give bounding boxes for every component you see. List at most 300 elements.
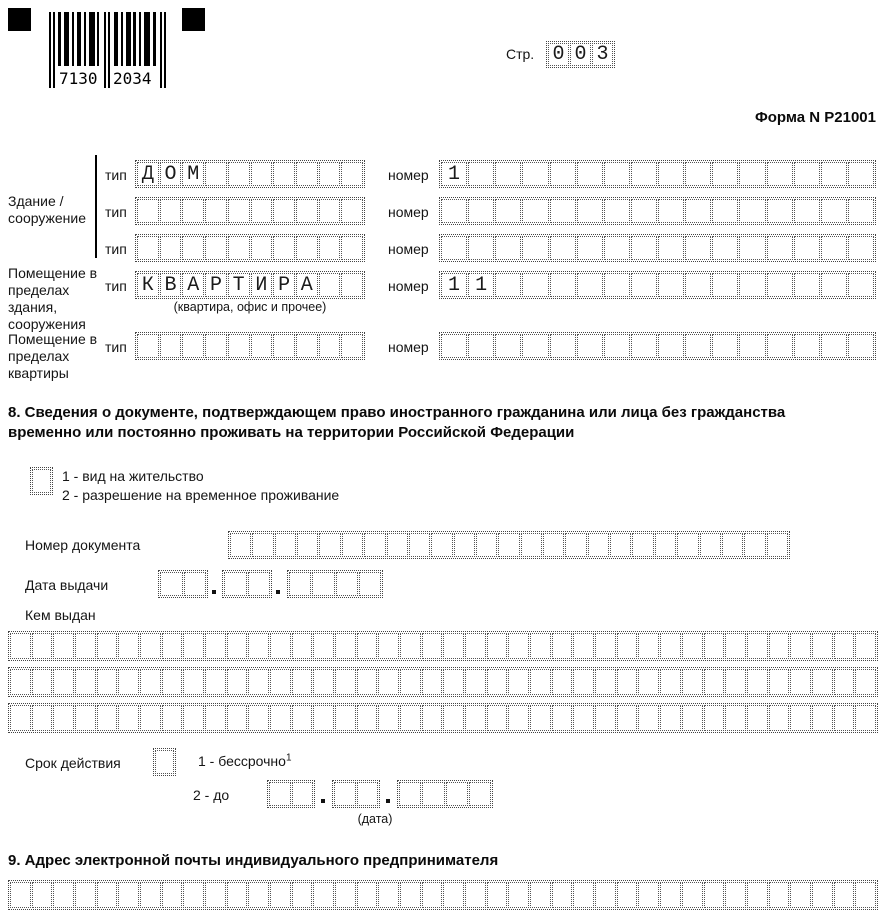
char-cell (378, 882, 399, 908)
building-number-field-2[interactable] (439, 197, 876, 225)
char-cell (10, 669, 31, 695)
char-cell (821, 162, 847, 186)
tip-label-2: тип (105, 204, 127, 220)
char-cell (522, 162, 548, 186)
date-separator-dot (386, 799, 390, 803)
char-cell (638, 705, 659, 731)
building-type-field-2[interactable] (135, 197, 365, 225)
char-cell (767, 236, 793, 260)
char-cell (610, 533, 631, 557)
premises-type-field[interactable] (135, 271, 365, 299)
char-cell (443, 882, 464, 908)
validity-option-1: 1 - бессрочно$^1$ (198, 752, 292, 769)
char-cell (155, 750, 174, 774)
char-cell (162, 669, 183, 695)
char-cell (319, 334, 341, 358)
char-cell (812, 633, 833, 659)
char-cell (631, 199, 657, 223)
apartment-premises-type-field[interactable] (135, 332, 365, 360)
char-cell (313, 633, 334, 659)
char-cell (357, 882, 378, 908)
char-cell (712, 162, 738, 186)
validity-date-year-field[interactable] (397, 780, 493, 808)
char-cell (660, 705, 681, 731)
char-cell (205, 633, 226, 659)
email-field-row[interactable] (8, 880, 878, 910)
char-cell (319, 533, 340, 557)
char-cell (522, 334, 548, 358)
char-cell (682, 882, 703, 908)
issue-date-month-field[interactable] (222, 570, 272, 598)
section-8-title: 8. Сведения о документе, подтверждающем право иностранного гражданина или лица без гражданства временно или постоянно проживать на территории Российской Федерации (8, 404, 786, 441)
char-cell (725, 705, 746, 731)
char-cell (137, 334, 159, 358)
char-cell (604, 334, 630, 358)
char-cell (32, 633, 53, 659)
char-cell (454, 533, 475, 557)
char-cell (184, 572, 207, 596)
char-cell (550, 199, 576, 223)
char-cell (334, 782, 356, 806)
issue-date-year-field[interactable] (287, 570, 383, 598)
char-cell (252, 533, 273, 557)
char-cell (296, 199, 318, 223)
char-cell (335, 669, 356, 695)
char-cell (769, 705, 790, 731)
char-cell (441, 334, 467, 358)
premises-number-field[interactable] (439, 271, 876, 299)
char-cell (465, 705, 486, 731)
char-cell (75, 705, 96, 731)
char-cell (530, 882, 551, 908)
apartment-premises-number-field[interactable] (439, 332, 876, 360)
char-cell (422, 633, 443, 659)
char-cell (270, 882, 291, 908)
page-number-cells[interactable] (546, 41, 615, 68)
page-number-label: Стр. (506, 46, 535, 62)
char-cell (565, 533, 586, 557)
char-cell (552, 633, 573, 659)
char-cell (228, 236, 250, 260)
char-cell (588, 533, 609, 557)
char-cell (834, 705, 855, 731)
char-cell (638, 633, 659, 659)
char-cell (631, 273, 657, 297)
char-cell (422, 882, 443, 908)
char-cell (617, 882, 638, 908)
char-cell (658, 236, 684, 260)
char-cell (75, 669, 96, 695)
char-cell (205, 334, 227, 358)
char-cell (794, 199, 820, 223)
issued-by-field-row-2[interactable] (8, 667, 878, 697)
char-cell (296, 162, 318, 186)
char-cell (270, 705, 291, 731)
barcode-digits-right: 2034 (113, 69, 152, 88)
char-cell (312, 572, 334, 596)
char-cell (658, 199, 684, 223)
char-cell (821, 236, 847, 260)
char-cell (32, 882, 53, 908)
char-cell (521, 533, 542, 557)
char-cell (228, 334, 250, 358)
char-cell (443, 705, 464, 731)
char-cell (487, 882, 508, 908)
validity-checkbox[interactable] (153, 748, 176, 776)
char-cell (790, 705, 811, 731)
char-cell: Р (273, 273, 295, 297)
document-number-field[interactable] (228, 531, 790, 559)
char-cell: 3 (592, 43, 613, 66)
char-cell (573, 633, 594, 659)
char-cell (848, 273, 874, 297)
char-cell (552, 705, 573, 731)
char-cell (443, 633, 464, 659)
char-cell (182, 236, 204, 260)
char-cell (655, 533, 676, 557)
char-cell (855, 705, 876, 731)
char-cell (273, 162, 295, 186)
char-cell (205, 705, 226, 731)
char-cell (468, 162, 494, 186)
char-cell (273, 334, 295, 358)
char-cell (812, 882, 833, 908)
char-cell (248, 705, 269, 731)
char-cell (704, 705, 725, 731)
char-cell (251, 199, 273, 223)
char-cell (400, 705, 421, 731)
char-cell (357, 782, 379, 806)
char-cell (230, 533, 251, 557)
building-number-field-3[interactable] (439, 234, 876, 262)
char-cell (270, 669, 291, 695)
char-cell (97, 705, 118, 731)
char-cell (292, 782, 314, 806)
char-cell (530, 633, 551, 659)
char-cell (446, 782, 468, 806)
char-cell (341, 334, 363, 358)
char-cell: 1 (468, 273, 494, 297)
barcode (49, 12, 167, 92)
char-cell (739, 273, 765, 297)
char-cell: В (160, 273, 182, 297)
char-cell (443, 669, 464, 695)
char-cell (296, 236, 318, 260)
char-cell (767, 334, 793, 358)
char-cell (577, 334, 603, 358)
char-cell: 1 (441, 273, 467, 297)
char-cell (227, 669, 248, 695)
char-cell (335, 633, 356, 659)
date-separator-dot (321, 799, 325, 803)
char-cell (769, 882, 790, 908)
char-cell (431, 533, 452, 557)
char-cell (530, 669, 551, 695)
char-cell (550, 236, 576, 260)
char-cell (137, 199, 159, 223)
char-cell (573, 882, 594, 908)
char-cell (160, 199, 182, 223)
validity-date-day-field[interactable] (267, 780, 315, 808)
char-cell (685, 162, 711, 186)
char-cell (577, 162, 603, 186)
char-cell (469, 782, 491, 806)
char-cell: И (251, 273, 273, 297)
char-cell (848, 334, 874, 358)
issued-by-field-row-3[interactable] (8, 703, 878, 733)
char-cell (227, 705, 248, 731)
char-cell (275, 533, 296, 557)
char-cell (660, 633, 681, 659)
char-cell: О (160, 162, 182, 186)
char-cell (495, 162, 521, 186)
char-cell (441, 199, 467, 223)
building-type-field-3[interactable] (135, 234, 365, 262)
document-type-option-2: 2 - разрешение на временное проживание (62, 486, 340, 503)
char-cell (848, 236, 874, 260)
char-cell (75, 882, 96, 908)
registration-mark-left (8, 8, 31, 31)
char-cell (183, 705, 204, 731)
char-cell (359, 572, 381, 596)
char-cell (292, 669, 313, 695)
char-cell (487, 669, 508, 695)
char-cell (508, 705, 529, 731)
premises-type-caption: (квартира, офис и прочее) (173, 300, 327, 314)
char-cell (32, 705, 53, 731)
char-cell (660, 669, 681, 695)
char-cell (658, 273, 684, 297)
char-cell (508, 633, 529, 659)
char-cell (682, 633, 703, 659)
document-type-options (62, 467, 339, 504)
char-cell (552, 669, 573, 695)
char-cell (357, 633, 378, 659)
char-cell (855, 669, 876, 695)
char-cell (744, 533, 765, 557)
char-cell: М (182, 162, 204, 186)
char-cell (140, 882, 161, 908)
char-cell (32, 669, 53, 695)
char-cell (530, 705, 551, 731)
char-cell (577, 199, 603, 223)
char-cell (335, 705, 356, 731)
char-cell (794, 236, 820, 260)
char-cell (638, 669, 659, 695)
char-cell (182, 199, 204, 223)
char-cell (617, 705, 638, 731)
char-cell (704, 882, 725, 908)
char-cell (495, 199, 521, 223)
tip-label-4: тип (105, 278, 127, 294)
char-cell (767, 162, 793, 186)
char-cell (10, 633, 31, 659)
char-cell (400, 669, 421, 695)
issue-date-day-field[interactable] (158, 570, 208, 598)
char-cell (812, 669, 833, 695)
char-cell (573, 705, 594, 731)
char-cell (313, 882, 334, 908)
char-cell (378, 705, 399, 731)
footnote-marker: 1 (285, 752, 292, 764)
char-cell (790, 882, 811, 908)
char-cell (747, 633, 768, 659)
char-cell (400, 633, 421, 659)
char-cell (248, 572, 271, 596)
char-cell (251, 334, 273, 358)
char-cell (357, 705, 378, 731)
char-cell (313, 705, 334, 731)
char-cell (296, 334, 318, 358)
char-cell (658, 334, 684, 358)
label-building: Здание / сооружение (8, 193, 87, 226)
char-cell (319, 273, 341, 297)
char-cell (794, 334, 820, 358)
char-cell (342, 533, 363, 557)
char-cell (97, 882, 118, 908)
char-cell: 1 (441, 162, 467, 186)
char-cell: К (137, 273, 159, 297)
validity-date-month-field[interactable] (332, 780, 380, 808)
char-cell (399, 782, 421, 806)
char-cell (660, 882, 681, 908)
char-cell (140, 633, 161, 659)
char-cell (248, 633, 269, 659)
char-cell (162, 882, 183, 908)
char-cell (248, 669, 269, 695)
char-cell (183, 882, 204, 908)
char-cell (205, 236, 227, 260)
nomer-label-4: номер (388, 278, 429, 294)
char-cell (495, 236, 521, 260)
building-bracket-line (95, 155, 97, 258)
char-cell (631, 236, 657, 260)
char-cell (292, 633, 313, 659)
char-cell (487, 633, 508, 659)
char-cell (632, 533, 653, 557)
tip-label-5: тип (105, 339, 127, 355)
char-cell (224, 572, 247, 596)
char-cell (767, 199, 793, 223)
char-cell (739, 199, 765, 223)
char-cell (487, 705, 508, 731)
char-cell (631, 162, 657, 186)
char-cell (685, 236, 711, 260)
char-cell (228, 162, 250, 186)
char-cell (465, 882, 486, 908)
char-cell (205, 669, 226, 695)
tip-label-3: тип (105, 241, 127, 257)
char-cell (341, 236, 363, 260)
char-cell (821, 199, 847, 223)
char-cell: Д (137, 162, 159, 186)
nomer-label-1: номер (388, 167, 429, 183)
char-cell (387, 533, 408, 557)
char-cell: 0 (570, 43, 591, 66)
char-cell (522, 199, 548, 223)
char-cell (550, 334, 576, 358)
char-cell (160, 236, 182, 260)
nomer-label-5: номер (388, 339, 429, 355)
char-cell (270, 633, 291, 659)
char-cell (577, 273, 603, 297)
char-cell (162, 705, 183, 731)
char-cell (183, 633, 204, 659)
char-cell (682, 669, 703, 695)
char-cell (604, 162, 630, 186)
char-cell (604, 236, 630, 260)
char-cell (552, 882, 573, 908)
char-cell (595, 882, 616, 908)
char-cell (638, 882, 659, 908)
char-cell (685, 199, 711, 223)
char-cell (704, 633, 725, 659)
char-cell (118, 633, 139, 659)
char-cell (251, 236, 273, 260)
char-cell (767, 273, 793, 297)
form-code: Форма N Р21001 (754, 109, 876, 126)
char-cell (498, 533, 519, 557)
issued-by-field-row-1[interactable] (8, 631, 878, 661)
char-cell (848, 162, 874, 186)
char-cell (550, 162, 576, 186)
label-premises-apartment: Помещение в пределах квартиры (8, 331, 98, 381)
char-cell (573, 669, 594, 695)
nomer-label-2: номер (388, 204, 429, 220)
char-cell (821, 334, 847, 358)
date-separator-dot (276, 590, 280, 594)
char-cell (357, 669, 378, 695)
char-cell (725, 882, 746, 908)
char-cell (248, 882, 269, 908)
char-cell (422, 782, 444, 806)
char-cell: 0 (548, 43, 569, 66)
building-number-field-1[interactable] (439, 160, 876, 188)
char-cell (725, 669, 746, 695)
char-cell (712, 334, 738, 358)
char-cell (468, 334, 494, 358)
char-cell (685, 273, 711, 297)
char-cell (251, 162, 273, 186)
char-cell (700, 533, 721, 557)
char-cell (183, 669, 204, 695)
char-cell (292, 882, 313, 908)
char-cell (794, 273, 820, 297)
char-cell (319, 162, 341, 186)
char-cell (747, 705, 768, 731)
char-cell (160, 572, 183, 596)
issued-by-label: Кем выдан (25, 607, 96, 623)
char-cell (617, 633, 638, 659)
char-cell (848, 199, 874, 223)
document-type-checkbox[interactable] (30, 467, 53, 495)
char-cell (441, 236, 467, 260)
char-cell (595, 669, 616, 695)
char-cell (118, 882, 139, 908)
char-cell (677, 533, 698, 557)
char-cell (631, 334, 657, 358)
char-cell (273, 236, 295, 260)
char-cell (160, 334, 182, 358)
char-cell (604, 273, 630, 297)
date-separator-dot (212, 590, 216, 594)
building-type-field-1[interactable] (135, 160, 365, 188)
char-cell (409, 533, 430, 557)
char-cell (53, 705, 74, 731)
char-cell (712, 236, 738, 260)
nomer-label-3: номер (388, 241, 429, 257)
char-cell (794, 162, 820, 186)
